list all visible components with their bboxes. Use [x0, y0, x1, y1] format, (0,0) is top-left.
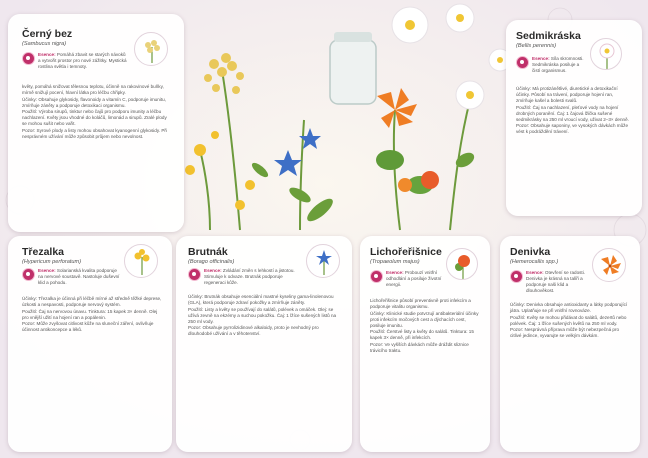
- card-paragraph: Pozor: Obsahuje saponiny, ve vysokých dávkách může vést k podráždění trávení.: [516, 123, 629, 134]
- card-paragraph: Pozor: Ve vyšších dávkách může dráždit sliznice trávicího traktu.: [370, 341, 469, 353]
- essence-block: [38, 52, 128, 70]
- card-latin-name: (Tropaeolum majus): [370, 259, 420, 265]
- card-paragraph: květy, pomáhá snižovat tělesnou teplotu, účinně na rakovinové buňky, mírně snižují pocení, hlavní látka pro léčbu chřipky.: [22, 84, 164, 95]
- card-title: Lichořeřišnice: [370, 246, 442, 258]
- card-latin-name: (Hemerocallis spp.): [510, 259, 559, 265]
- daylily-thumbnail-icon: [592, 248, 626, 282]
- card-trezalka: [8, 236, 172, 452]
- card-title: Denivka: [510, 246, 551, 258]
- card-paragraph: Pozor: Může zvyšovat citlivost kůže na sluneční záření, ovlivňuje účinnost antikoncepce a léků.: [22, 321, 154, 332]
- essence-text: Probouzí vnitřní odhodlání a posiluje životní energii.: [386, 270, 442, 287]
- daisy-thumbnail-icon: [590, 38, 622, 70]
- card-paragraph: Účinky: Denivka obsahuje antioxidanty a látky podporující játra. Uplatňuje se při vnitřní rovnováze.: [510, 302, 628, 313]
- essence-badge-icon: [370, 270, 383, 283]
- essence-badge-icon: [22, 268, 35, 281]
- essence-label: Esence:: [386, 270, 404, 275]
- card-body: [22, 296, 162, 334]
- essence-text: Síla skromnosti. Sedmikráska posiluje a čistí organismus.: [532, 56, 584, 73]
- essence-badge-icon: [516, 56, 529, 69]
- card-paragraph: Účinky: Brutnák obsahuje esenciální mastné kyseliny gama-linolenovou (GLA), která podporuje zdraví pokožky a zmírňuje záněty.: [188, 294, 334, 305]
- essence-text: Zvládání změn s lehkostí a jistotou. Stimuluje k odvaze. Brutnák podporuje regeneraci kůže.: [204, 268, 295, 285]
- card-latin-name: (Bellis perennis): [516, 43, 557, 49]
- card-body: [22, 84, 172, 140]
- card-paragraph: Pozor: Nesprávná příprava může být nebezpečná pro citlivé jedince, vyvarujte se velkým dávkám.: [510, 327, 620, 338]
- card-paragraph: Použití: Květy se mohou přidávat do salátů, dezertů nebo polévek. Čaj: 1 lžíce sušených květů na 250 ml vody.: [510, 314, 627, 326]
- card-sedmikraska: [506, 20, 642, 216]
- card-title: Třezalka: [22, 246, 65, 258]
- card-lichoreisnice: [360, 236, 490, 452]
- card-brutnak: [176, 236, 352, 452]
- nasturtium-thumbnail-icon: [446, 248, 478, 280]
- card-paragraph: Účinky: Má protizánětlivé, diuretické a detoxikační účinky. Působí na trávení, podporuje hojení ran, zmírňuje kašel a bolesti svalů.: [516, 86, 618, 103]
- card-paragraph: Účinky: Klinické studie potvrzují antibakteriální účinky proti infekcím močových cest a dýchacích cest, posiluje imunitu.: [370, 310, 479, 328]
- essence-label: Esence:: [204, 268, 222, 273]
- essence-badge-icon: [188, 268, 201, 281]
- essence-text: Solarianská kvalita podporuje na nervové soustavě. Nastoluje duševní klid a pohodu.: [38, 268, 120, 285]
- card-paragraph: Použití: Čaj na nervovou únavu. Tinktura: 15 kapek 3× denně. Olej pro vnější užití na hojení ran a popálenin.: [22, 308, 158, 320]
- essence-block: [532, 56, 588, 74]
- card-latin-name: (Sambucus nigra): [22, 41, 67, 47]
- card-paragraph: Pozor: Syrové plody a listy mohou obsahovat kyanogenní glykosidy. Při nesprávném užívání může způsobit průjem nebo nevolnost.: [22, 127, 167, 139]
- st-johns-wort-thumbnail-icon: [124, 244, 158, 278]
- essence-block: [526, 270, 588, 294]
- essence-block: [38, 268, 122, 286]
- card-paragraph: Lichořeřišnice působí preventivně proti infekcím a podporuje vitalitu organismu.: [370, 298, 471, 309]
- card-paragraph: Účinky: Obsahuje glykosidy, flavonoidy a vitamín C, podporuje imunitu, zmírňuje záněty a podporuje detoxikaci organismu.: [22, 96, 166, 108]
- card-latin-name: (Hypericum perforatum): [22, 259, 82, 265]
- essence-label: Esence:: [38, 268, 56, 273]
- card-body: [370, 298, 480, 354]
- card-paragraph: Účinky: Třezalka je účinná při léčbě mírné až středně těžké deprese, úzkosti a nespavosti, podporuje nervový systém.: [22, 296, 162, 307]
- card-paragraph: Pozor: Obsahuje pyrrolizidinové alkaloidy, proto je nevhodný pro dlouhodobé užívání a v těhotenství.: [188, 325, 319, 336]
- essence-text: Otevření se radosti. Denivka je krásná na talíři a podporuje naši klid a dlouhověkost.: [526, 270, 585, 293]
- essence-text: Pomáhá zbavit se starých návoků a vytvořit prostor pro nové zážitky. Mystická rostlina světla i temnoty.: [38, 52, 127, 69]
- card-title: Černý bez: [22, 28, 73, 40]
- essence-label: Esence:: [526, 270, 544, 275]
- card-paragraph: Použití: Listy a květy se používají do salátů, polévek a omáček. Olej: se užívá zevně na ekzémy a suchou pokožku. Čaj: 1 lžíce sušených listů na 250 ml vody.: [188, 306, 337, 324]
- card-paragraph: Použití: Čaj na nachlazení, pleťové vody na hojení drobných poranění. Čaj: 1 čajová lžička sušené sedmikrásky na 250 ml vroucí vody, uživat 2–3× denně.: [516, 104, 629, 122]
- elder-thumbnail-icon: [134, 32, 168, 66]
- borage-thumbnail-icon: [306, 244, 340, 278]
- essence-label: Esence:: [532, 56, 550, 61]
- essence-badge-icon: [510, 270, 523, 283]
- card-denivka: [500, 236, 640, 452]
- card-title: Brutnák: [188, 246, 228, 258]
- essence-badge-icon: [22, 52, 35, 65]
- card-latin-name: (Borago officinalis): [188, 259, 235, 265]
- card-title: Sedmikráska: [516, 30, 581, 42]
- essence-block: [386, 270, 444, 288]
- card-paragraph: Použití: Čerstvé listy a květy do salátů. Tinktura: 15 kapek 3× denně, při infekcích.: [370, 329, 474, 340]
- card-body: [516, 86, 632, 136]
- card-body: [510, 302, 630, 340]
- card-paragraph: Použití: Výroba sirupů, tinktur nebo čajů pro podporu imunity a léčbu nachlazení. Květy jsou vhodné do koláčů, limonád a sirupů. Zralé plody se mohou sušit nebo vařit.: [22, 109, 167, 126]
- essence-block: [204, 268, 304, 286]
- card-body: [188, 294, 340, 338]
- card-cerny-bez: [8, 14, 184, 232]
- essence-label: Esence:: [38, 52, 56, 57]
